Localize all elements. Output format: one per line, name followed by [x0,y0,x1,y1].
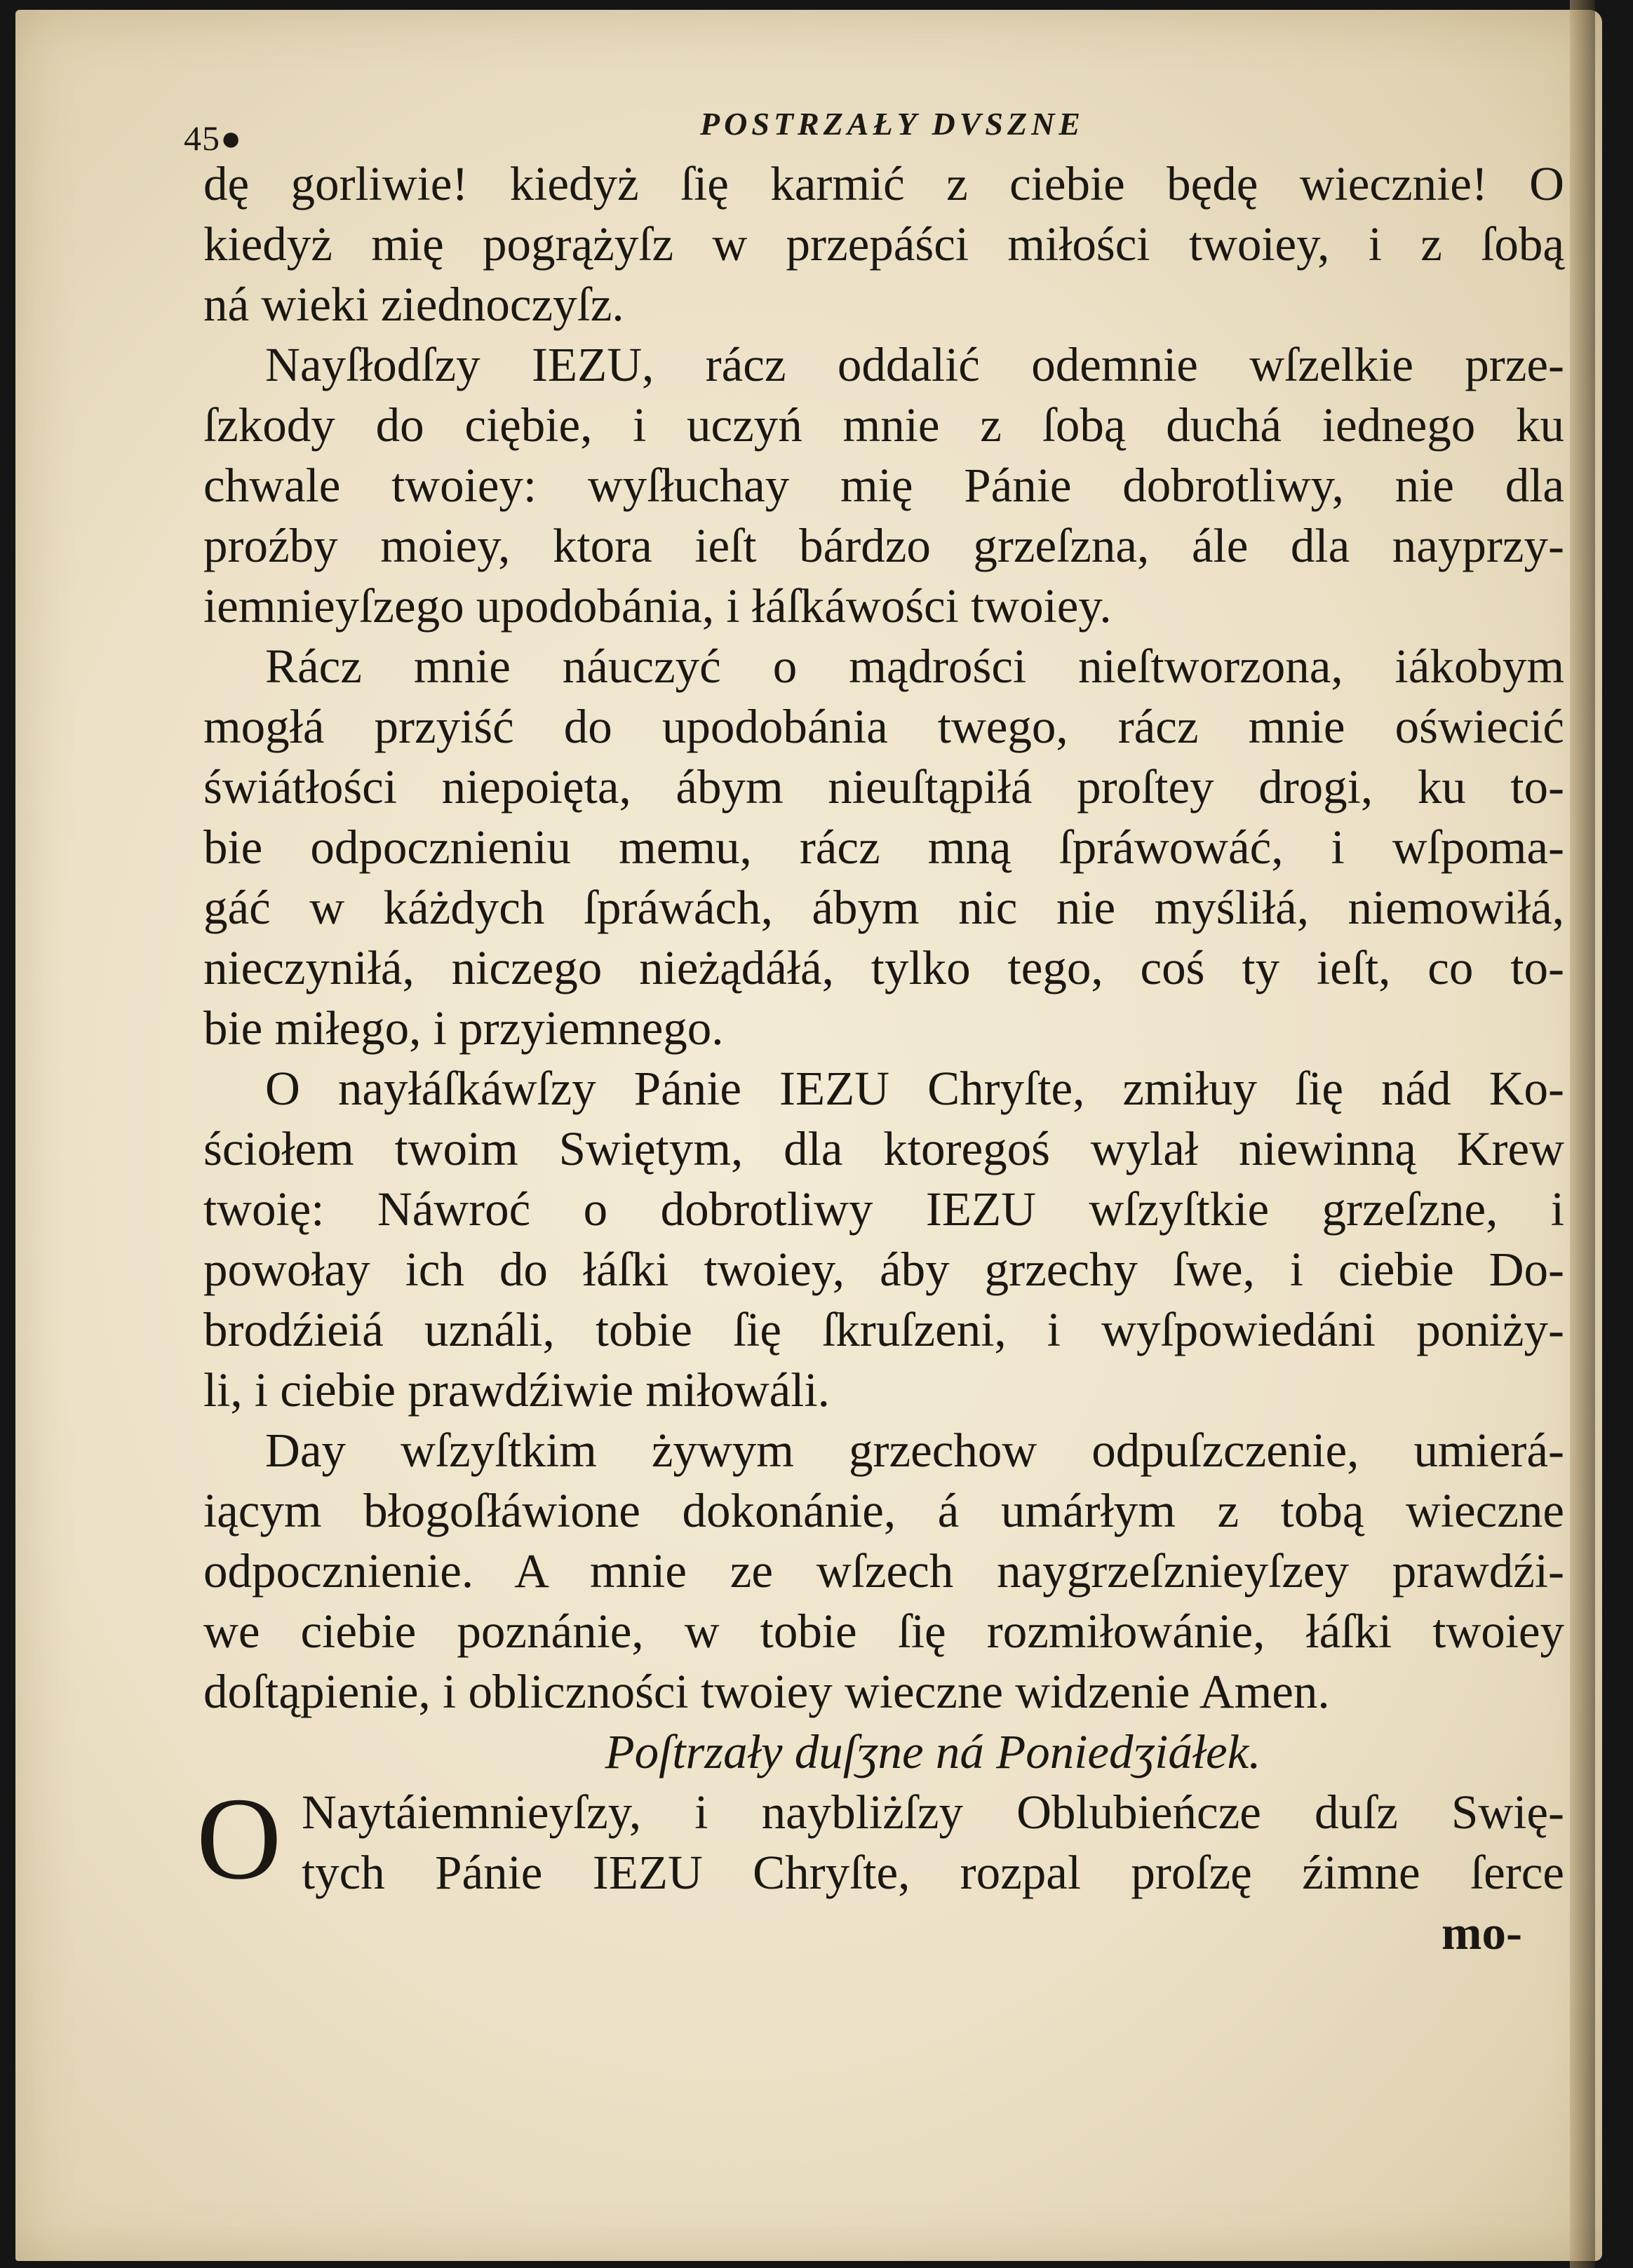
text-line: Day wſzyſtkim żywym grzechow odpuſzczenie, umierá- [265,1424,1564,1477]
text-line: świátłości niepoięta, ábym nieuſtąpiłá proſtey drogi, ku to- [203,760,1564,814]
text-line: Rácz mnie náuczyć o mądrości nieſtworzona, iákobym [265,640,1564,693]
text-line: chwale twoiey: wyſłuchay mię Pánie dobrotliwy, nie dla [203,459,1564,512]
text-line: proźby moiey, ktora ieſt bárdzo grzeſzna, ále dla nayprzy- [203,519,1564,572]
text-line: ſzkody do ciębie, i uczyń mnie z ſobą duchá iednego ku [203,398,1564,452]
text-line: kiedyż mię pogrążyſz w przepáści miłości twoiey, i z ſobą [203,217,1564,271]
drop-cap-lines [302,1782,1564,1903]
text-line: iącym błogoſłáwione dokonánie, á umárłym z tobą wieczne [203,1484,1564,1537]
text-line: twoię: Náwroć o dobrotliwy IEZU wſzyſtkie grzeſzne, i [203,1182,1564,1236]
text-line: bie miłego, i przyiemnego. [203,1001,724,1055]
text-line: iemnieyſzego upodobánia, i łáſkáwości twoiey. [203,579,1112,633]
text-line: ściołem twoim Swiętym, dla ktoregoś wylał niewinną Krew [203,1122,1564,1175]
page-number: 45● [184,119,243,158]
catchword: mo- [1442,1906,1522,1959]
text-line: ná wieki ziednoczyſz. [203,278,624,331]
text-line: odpocznienie. A mnie ze wſzech naygrzeſznieyſzey prawdźi- [203,1544,1564,1598]
section-title: Poſtrzały duſʒne ná Poniedʒiáłek. [605,1725,1261,1778]
text-line: brodźieiá uználi, tobie ſię ſkruſzeni, i wyſpowiedáni poniży- [203,1303,1564,1356]
drop-cap-paragraph [196,1774,1564,1904]
body-text [196,154,1564,1963]
text-line: li, i ciebie prawdźiwie miłowáli. [203,1363,830,1417]
text-line: tych Pánie IEZU Chryſte, rozpal proſzę źimne ſerce [302,1846,1564,1899]
page-header [184,100,1552,156]
text-line: gáć w káżdych ſpráwách, ábym nic nie myśliłá, niemowiłá, [203,881,1564,934]
text-line: bie odpocznieniu memu, rácz mną ſpráwowáć, i wſpoma- [203,821,1564,874]
running-head: POSTRZAŁY DVSZNE [700,106,1084,142]
text-line: powołay ich do łáſki twoiey, áby grzechy ſwe, i ciebie Do- [203,1243,1564,1296]
book-spine-shadow [1570,0,1595,2268]
text-line: Nayſłodſzy IEZU, rácz oddalić odemnie wſzelkie prze- [265,338,1564,391]
text-line: mogłá przyiść do upodobánia twego, rácz mnie oświecić [203,700,1564,753]
text-line: O nayłáſkáwſzy Pánie IEZU Chryſte, zmiłuy ſię nád Ko- [265,1062,1564,1115]
drop-cap: O [196,1774,282,1904]
text-line: doſtąpienie, i obliczności twoiey wieczne widzenie Amen. [203,1665,1330,1718]
text-line: nieczyniłá, niczego nieżądáłá, tylko tego, coś ty ieſt, co to- [203,941,1564,994]
text-line: we ciebie poznánie, w tobie ſię rozmiłowánie, łáſki twoiey [203,1605,1564,1658]
book-page [15,10,1602,2261]
text-line: Naytáiemnieyſzy, i naybliżſzy Oblubieńcze duſz Swię- [302,1786,1564,1839]
text-line: dę gorliwie! kiedyż ſię karmić z ciebie będę wiecznie! O [203,157,1564,210]
